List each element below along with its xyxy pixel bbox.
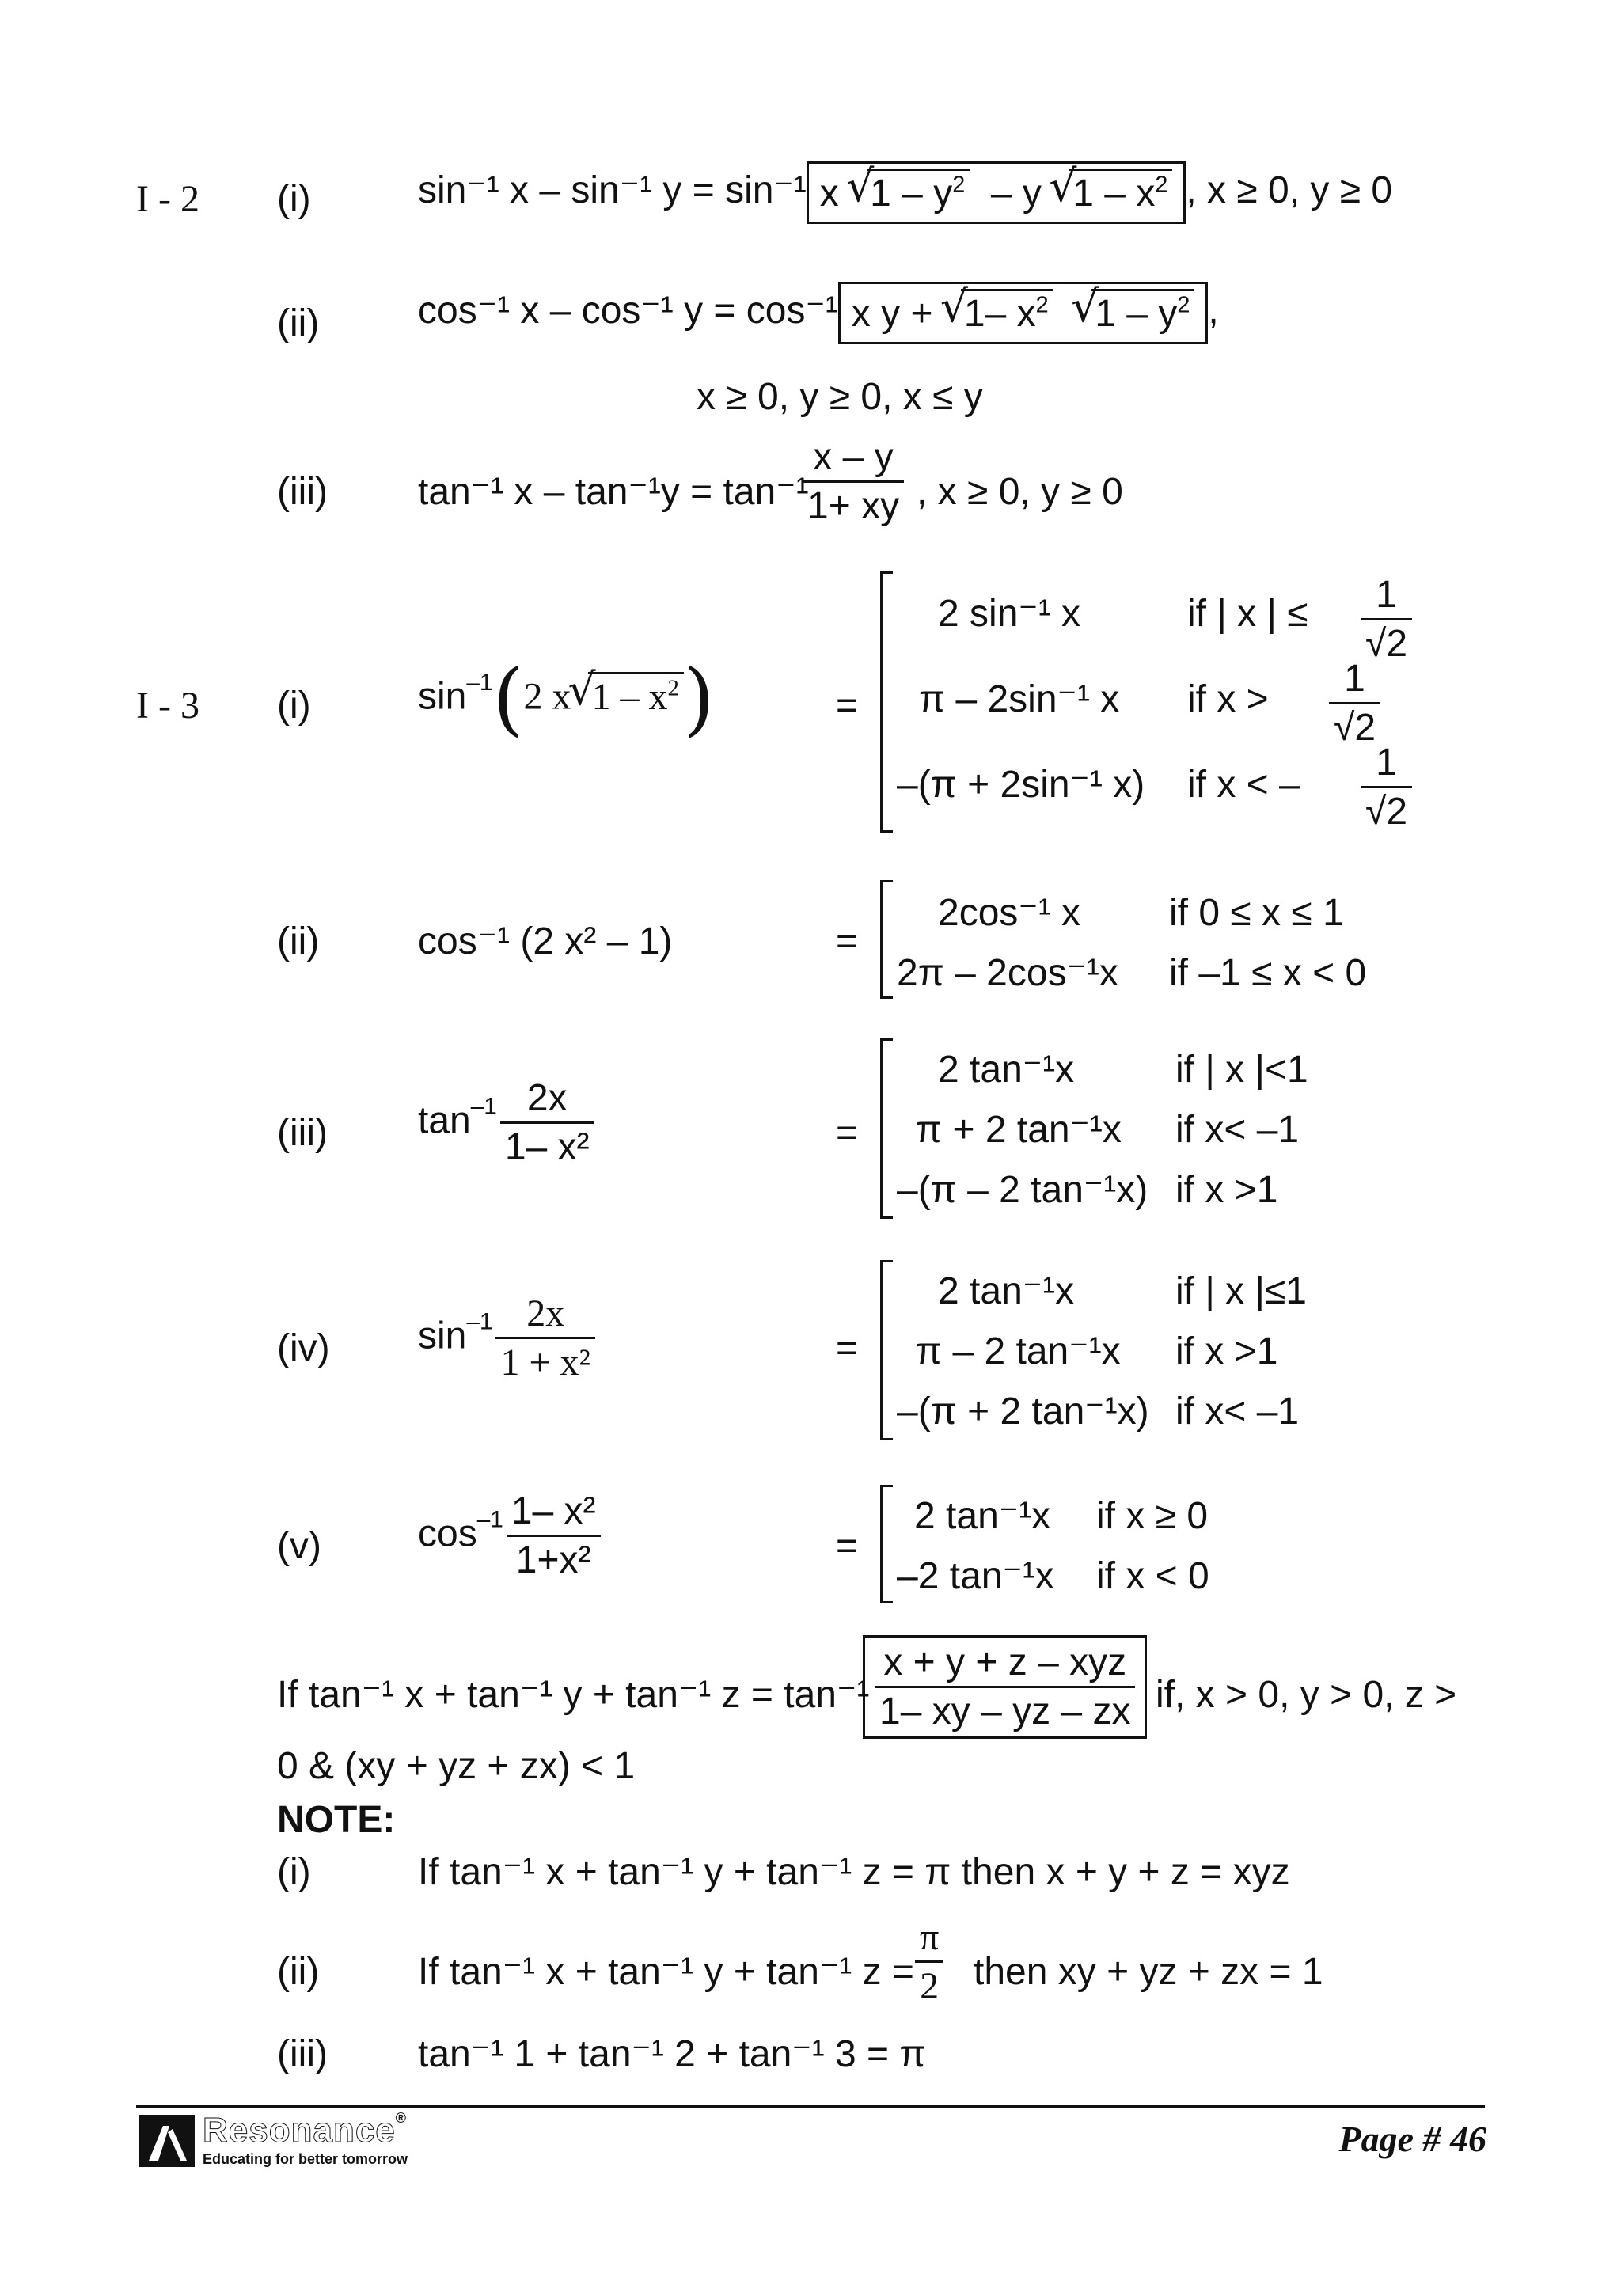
fraction-denominator: 1– x² — [504, 1126, 590, 1169]
item-label: (iv) — [277, 1327, 330, 1369]
formula-i2-i: sin⁻¹ x – sin⁻¹ y = sin⁻¹ x √ $1 - y^2$ – y √ $1 - x^2$ , x ≥ 0, y ≥ 0 — [418, 161, 1392, 224]
section-label-i3: I - 3 — [136, 685, 199, 727]
note-item-ii-a: If tan⁻¹ x + tan⁻¹ y + tan⁻¹ z = — [418, 1951, 914, 1993]
fraction-denominator: 1+ xy — [807, 485, 900, 528]
note-title: NOTE: — [277, 1799, 396, 1841]
piecewise-i3-i — [880, 571, 1421, 833]
formula-lhs: $\tan^{-1}$ $\frac{2x}{\text{1– x²}}$ — [418, 1076, 598, 1169]
case-cond: if x ≥ 0 — [1096, 1495, 1209, 1537]
fraction-numerator: x – y — [803, 435, 904, 483]
case-cond: if –1 ≤ x < 0 — [1169, 952, 1367, 994]
case-expr: 2π – 2cos⁻¹x — [897, 952, 1118, 994]
case-expr: π – 2sin⁻¹ x — [919, 678, 1120, 720]
fraction-numerator: 1 — [1329, 657, 1380, 704]
formula-condition: , x ≥ 0, y ≥ 0 — [1186, 169, 1393, 211]
case-cond: if x >1 — [1175, 1330, 1278, 1372]
case-cond: if | x |≤1 — [1175, 1270, 1307, 1312]
page-number: Page # 46 — [1338, 2119, 1486, 2159]
fraction-denominator: √2 — [1334, 707, 1376, 750]
piecewise-i3-iii — [880, 1038, 1421, 1219]
formula-condition: , x ≥ 0, y ≥ 0 — [917, 471, 1123, 513]
case-expr: 2 tan⁻¹x — [938, 1049, 1075, 1091]
item-label: (ii) — [277, 302, 320, 344]
fraction-numerator: 1 — [1361, 741, 1412, 788]
case-expr: –(π + 2 tan⁻¹x) — [897, 1391, 1149, 1433]
formula-lhs: cos⁻¹ x – cos⁻¹ y = cos⁻¹ — [418, 289, 838, 332]
formula-condition: x ≥ 0, y ≥ 0, x ≤ y — [697, 376, 983, 418]
tan-sum-condition: if, x > 0, y > 0, z > — [1156, 1674, 1457, 1716]
item-label: (iii) — [277, 471, 328, 513]
tan-sum-fraction — [863, 1635, 1147, 1739]
fraction — [912, 1915, 947, 2008]
note-item-i: If tan⁻¹ x + tan⁻¹ y + tan⁻¹ z = π then x + y + z = xyz — [418, 1851, 1290, 1893]
footer-rule — [136, 2105, 1485, 2108]
piecewise-i3-v — [880, 1485, 1239, 1603]
case-cond: if x >1 — [1175, 1169, 1278, 1211]
section-label-i2: I - 2 — [136, 178, 199, 220]
formula-lhs: cos⁻¹ (2 x² – 1) — [418, 920, 673, 962]
note-item-iii: tan⁻¹ 1 + tan⁻¹ 2 + tan⁻¹ 3 = π — [418, 2033, 926, 2075]
fraction-numerator: x + y + z – xyz — [875, 1641, 1135, 1688]
case-cond: if x < 0 — [1096, 1555, 1209, 1597]
case-expr: 2 sin⁻¹ x — [938, 593, 1081, 635]
case-expr: –(π – 2 tan⁻¹x) — [897, 1169, 1148, 1211]
case-cond: if 0 ≤ x ≤ 1 — [1169, 892, 1344, 934]
item-label: (i) — [277, 685, 311, 727]
piecewise-i3-ii — [880, 880, 1421, 999]
formula-lhs: sin⁻¹ x – sin⁻¹ y = sin⁻¹ — [418, 169, 807, 211]
item-label: (i) — [277, 178, 311, 220]
formula-lhs: $\cos^{-1}$ $\frac{\text{1– x²}}{\text{1+x²}}$ — [418, 1490, 604, 1582]
brand-name: Resonance® — [203, 2110, 408, 2150]
fraction-denominator: √2 — [1365, 791, 1408, 833]
formula-lhs: tan⁻¹ x – tan⁻¹y = tan⁻¹ — [418, 471, 809, 513]
case-cond: if x < – — [1187, 764, 1300, 806]
equals-sign: = — [836, 1525, 859, 1567]
piecewise-i3-iv — [880, 1260, 1421, 1440]
item-label: (ii) — [277, 920, 320, 962]
case-expr: π + 2 tan⁻¹x — [916, 1109, 1122, 1151]
case-cond: if x< –1 — [1175, 1391, 1300, 1433]
fraction-denominator: 1+x² — [515, 1539, 591, 1582]
fraction-numerator: 1 — [1361, 573, 1412, 620]
case-cond: if | x | ≤ — [1187, 593, 1308, 635]
item-label: (v) — [277, 1525, 321, 1567]
formula-i3-i-lhs: $\sin^{-1}(2$ x√ $1 - x^2$) — [418, 663, 715, 734]
equals-sign: = — [836, 1327, 859, 1369]
fraction-denominator: 1 + x² — [500, 1342, 590, 1384]
fraction-numerator: 2x — [500, 1076, 594, 1124]
case-expr: 2cos⁻¹ x — [938, 892, 1081, 934]
item-label: (i) — [277, 1851, 311, 1893]
case-expr: 2 tan⁻¹x — [938, 1270, 1075, 1312]
fraction-denominator: 1– xy – yz – zx — [879, 1691, 1131, 1733]
case-cond: if x< –1 — [1175, 1109, 1300, 1151]
fraction-numerator: 1– x² — [507, 1490, 601, 1537]
note-item-ii-b: then xy + yz + zx = 1 — [974, 1951, 1323, 1993]
case-cond: if x > — [1187, 678, 1269, 720]
formula-lhs: $\sin^{-1}$ $\frac{2x}{\text{1 + x²}}$ — [418, 1292, 598, 1384]
fraction-denominator: 2 — [920, 1965, 940, 2008]
tan-sum-lhs: If tan⁻¹ x + tan⁻¹ y + tan⁻¹ z = tan⁻¹ — [277, 1674, 870, 1716]
item-label: (ii) — [277, 1951, 320, 1993]
fraction-numerator: π — [915, 1915, 943, 1963]
brand-tagline: Educating for better tomorrow — [203, 2151, 408, 2167]
fraction — [799, 435, 907, 528]
item-label: (iii) — [277, 2033, 328, 2075]
case-expr: π – 2 tan⁻¹x — [916, 1330, 1121, 1372]
tan-sum-condition-continued: 0 & (xy + yz + zx) < 1 — [277, 1745, 636, 1787]
equals-sign: = — [836, 920, 859, 962]
fraction-denominator: √2 — [1365, 623, 1408, 666]
item-label: (iii) — [277, 1112, 328, 1154]
case-expr: 2 tan⁻¹x — [914, 1495, 1051, 1537]
equals-sign: = — [836, 685, 859, 727]
logo-icon — [139, 2115, 195, 2167]
case-cond: if | x |<1 — [1175, 1049, 1308, 1091]
case-expr: –(π + 2sin⁻¹ x) — [897, 764, 1145, 806]
formula-i2-ii: cos⁻¹ x – cos⁻¹ y = cos⁻¹ x y + √ 1– $x^2$ √ $1 - y^2$ , — [418, 282, 1219, 344]
fraction-numerator: 2x — [495, 1292, 594, 1339]
equals-sign: = — [836, 1112, 859, 1154]
case-expr: –2 tan⁻¹x — [897, 1555, 1054, 1597]
